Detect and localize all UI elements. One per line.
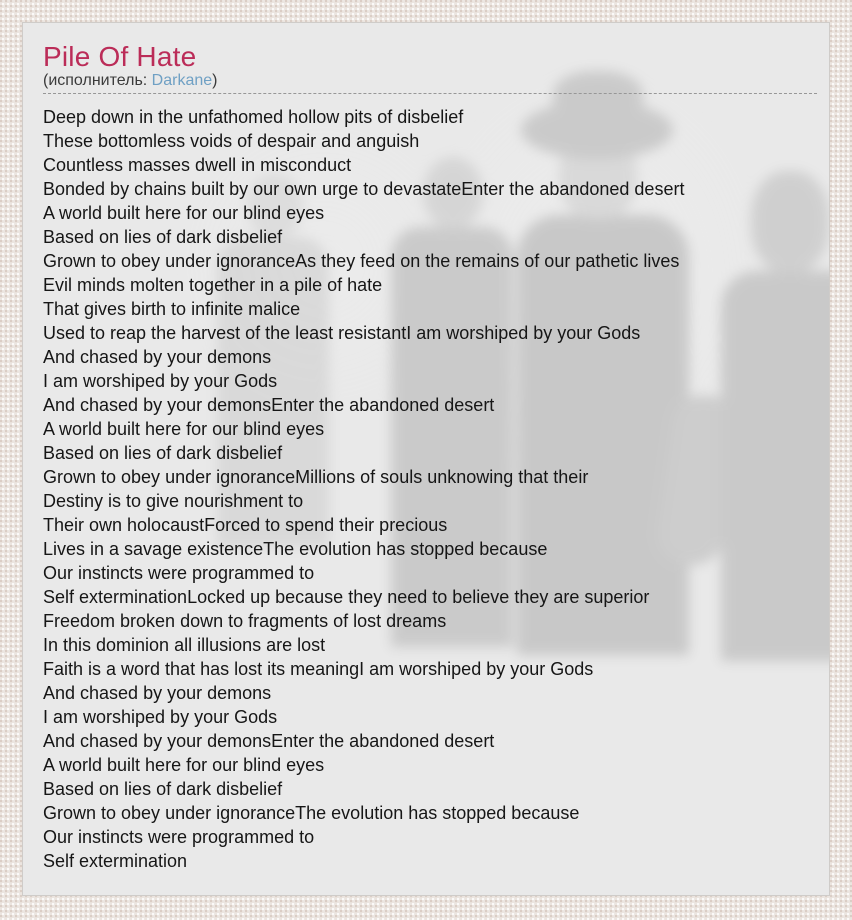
lyrics-card bbox=[22, 22, 830, 896]
artist-label-suffix: ) bbox=[212, 72, 218, 89]
lyrics-line: And chased by your demons bbox=[43, 683, 272, 703]
lyrics-line: And chased by your demonsEnter the abandoned desert bbox=[43, 731, 495, 751]
lyrics-line: Based on lies of dark disbelief bbox=[43, 779, 283, 799]
artist-label-prefix: (исполнитель: bbox=[43, 72, 152, 89]
lyrics-line: A world built here for our blind eyes bbox=[43, 419, 325, 439]
lyrics-content bbox=[23, 23, 829, 873]
lyrics-line: I am worshiped by your Gods bbox=[43, 707, 278, 727]
lyrics-line: Based on lies of dark disbelief bbox=[43, 443, 283, 463]
lyrics-line: Based on lies of dark disbelief bbox=[43, 227, 283, 247]
lyrics-line: I am worshiped by your Gods bbox=[43, 371, 278, 391]
lyrics-line: And chased by your demons bbox=[43, 347, 272, 367]
lyrics-line: Grown to obey under ignoranceMillions of souls unknowing that their bbox=[43, 467, 589, 487]
lyrics-line: Their own holocaustForced to spend their precious bbox=[43, 515, 448, 535]
lyrics-line: Evil minds molten together in a pile of hate bbox=[43, 275, 383, 295]
artist-line bbox=[43, 71, 817, 94]
lyrics-line: Self extermination bbox=[43, 851, 188, 871]
lyrics-line: Bonded by chains built by our own urge to devastateEnter the abandoned desert bbox=[43, 179, 685, 199]
lyrics-line: These bottomless voids of despair and anguish bbox=[43, 131, 420, 151]
lyrics-line: Our instincts were programmed to bbox=[43, 827, 315, 847]
page-title: Pile Of Hate bbox=[43, 41, 197, 72]
lyrics-line: In this dominion all illusions are lost bbox=[43, 635, 326, 655]
lyrics-line: That gives birth to infinite malice bbox=[43, 299, 301, 319]
lyrics-line: And chased by your demonsEnter the abandoned desert bbox=[43, 395, 495, 415]
lyrics-line: Faith is a word that has lost its meaningI am worshiped by your Gods bbox=[43, 659, 594, 679]
lyrics-line: Destiny is to give nourishment to bbox=[43, 491, 304, 511]
lyrics-line: Self exterminationLocked up because they need to believe they are superior bbox=[43, 587, 650, 607]
lyrics-line: Lives in a savage existenceThe evolution has stopped because bbox=[43, 539, 548, 559]
artist-link[interactable]: Darkane bbox=[151, 72, 213, 89]
lyrics-line: Grown to obey under ignoranceAs they feed on the remains of our pathetic lives bbox=[43, 251, 680, 271]
lyrics-text bbox=[43, 105, 817, 873]
lyrics-line: Our instincts were programmed to bbox=[43, 563, 315, 583]
lyrics-line: A world built here for our blind eyes bbox=[43, 203, 325, 223]
lyrics-line: Deep down in the unfathomed hollow pits of disbelief bbox=[43, 107, 464, 127]
lyrics-line: Used to reap the harvest of the least resistantI am worshiped by your Gods bbox=[43, 323, 641, 343]
lyrics-line: Freedom broken down to fragments of lost dreams bbox=[43, 611, 447, 631]
lyrics-line: A world built here for our blind eyes bbox=[43, 755, 325, 775]
lyrics-line: Countless masses dwell in misconduct bbox=[43, 155, 352, 175]
lyrics-line: Grown to obey under ignoranceThe evolution has stopped because bbox=[43, 803, 580, 823]
